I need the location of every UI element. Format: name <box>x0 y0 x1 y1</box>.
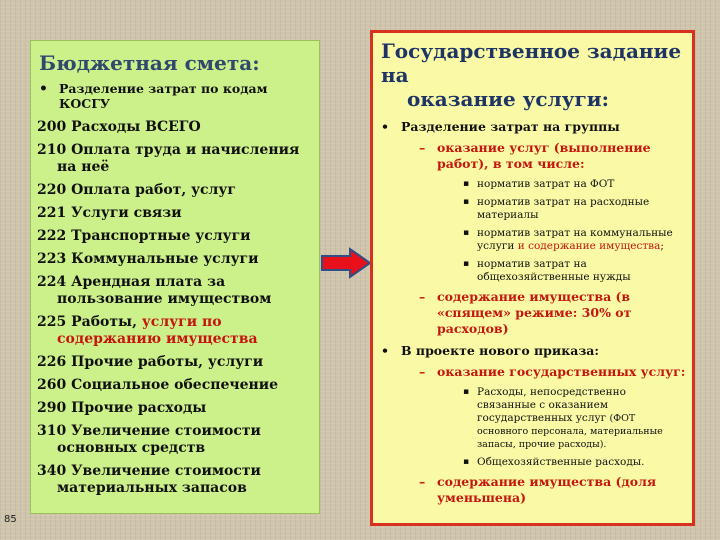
expense-label: Расходы ВСЕГО <box>71 119 201 135</box>
expense-code: 224 <box>37 274 67 290</box>
expense-code: 222 <box>37 228 67 244</box>
expense-code: 310 <box>37 423 67 439</box>
new-order-label: В проекте нового приказа: <box>401 343 600 358</box>
square-bullet-icon: ▪ <box>463 387 470 397</box>
services-dash-item <box>379 140 686 172</box>
dash-icon: – <box>419 289 426 304</box>
maintenance-reduced-dash-item <box>379 474 686 506</box>
cost-groups-item <box>379 119 686 134</box>
expense-code: 223 <box>37 251 67 267</box>
bullet-icon: • <box>381 343 389 358</box>
square-bullet-icon: ▪ <box>463 197 470 207</box>
expense-code-item <box>37 251 311 268</box>
square-bullet-icon: ▪ <box>463 259 470 269</box>
norm-utilities-text: норматив затрат на коммунальные услуги <box>477 227 673 252</box>
heading-line-1: Государственное задание на <box>381 39 682 87</box>
direct-costs-item <box>379 386 686 451</box>
expense-code-item <box>37 314 311 348</box>
expense-code-item <box>37 354 311 371</box>
expense-code: 210 <box>37 142 67 158</box>
norm-utilities-tail: ; <box>660 240 664 252</box>
overhead-text: Общехозяйственные расходы. <box>477 456 645 468</box>
state-assignment-panel <box>370 30 695 526</box>
norm-fot-text: норматив затрат на ФОТ <box>477 178 615 190</box>
expense-label: Коммунальные услуги <box>71 251 259 267</box>
page-number: 85 <box>4 514 17 525</box>
bullet-icon: • <box>39 81 48 97</box>
square-bullet-icon: ▪ <box>463 179 470 189</box>
square-bullet-icon: ▪ <box>463 457 470 467</box>
expense-label: Увеличение стоимости основных средств <box>57 423 261 456</box>
right-arrow-icon <box>320 247 372 279</box>
norm-materials-item <box>379 196 686 222</box>
expense-code: 226 <box>37 354 67 370</box>
new-order-item <box>379 343 686 358</box>
expense-code-item <box>37 377 311 394</box>
direct-costs-detail: (ФОТ основного персонала, материальные запасы, прочие расходы). <box>477 413 663 450</box>
expense-code-item <box>37 274 311 308</box>
heading-line-2: оказание услуги: <box>407 87 609 111</box>
expense-label: Услуги связи <box>71 205 182 221</box>
services-text: оказание услуг (выполнение работ), в том числе: <box>437 140 651 171</box>
expense-label: Оплата труда и начисления на неё <box>57 142 300 175</box>
expense-code-item <box>37 423 311 457</box>
expense-code-item <box>37 205 311 222</box>
maintenance-dash-item <box>379 289 686 337</box>
expense-code: 200 <box>37 119 67 135</box>
expense-code: 290 <box>37 400 67 416</box>
expense-code: 340 <box>37 463 67 479</box>
state-assignment-heading <box>381 39 686 111</box>
expense-code: 221 <box>37 205 67 221</box>
overhead-item <box>379 456 686 469</box>
expense-label: Увеличение стоимости материальных запасов <box>57 463 261 496</box>
expense-code: 220 <box>37 182 67 198</box>
budget-estimate-heading: Бюджетная смета: <box>39 51 260 75</box>
expense-highlight: услуги по содержанию имущества <box>57 314 258 347</box>
maintenance-reduced-text: содержание имущества (доля уменьшена) <box>437 474 657 505</box>
expense-code: 225 <box>37 314 67 330</box>
dash-icon: – <box>419 474 426 489</box>
bullet-icon: • <box>381 119 389 134</box>
maintenance-text: содержание имущества (в «спящем» режиме: 30% от расходов) <box>437 289 632 336</box>
expense-code-item <box>37 400 311 417</box>
expense-label: Работы, <box>71 314 137 330</box>
property-maintenance-text: и содержание имущества <box>517 240 661 252</box>
expense-code-item <box>37 182 311 199</box>
norm-materials-text: норматив затрат на расходные материалы <box>477 196 650 221</box>
expense-label: Арендная плата за пользование имуществом <box>57 274 272 307</box>
kosgu-intro <box>37 81 311 111</box>
square-bullet-icon: ▪ <box>463 228 470 238</box>
direct-costs-text: Расходы, непосредственно связанные с оказанием государственных услуг <box>477 386 626 424</box>
expense-label: Прочие расходы <box>71 400 207 416</box>
norm-utilities-item <box>379 227 686 253</box>
gov-services-text: оказание государственных услуг: <box>437 364 686 379</box>
expense-code-item <box>37 463 311 497</box>
norm-fot-item <box>379 178 686 191</box>
expense-code: 260 <box>37 377 67 393</box>
cost-groups-label: Разделение затрат на группы <box>401 119 620 134</box>
expense-label: Транспортные услуги <box>71 228 251 244</box>
kosgu-intro-text: Разделение затрат по кодам КОСГУ <box>59 81 268 111</box>
dash-icon: – <box>419 140 426 155</box>
expense-code-list <box>37 119 311 497</box>
gov-services-dash-item <box>379 364 686 380</box>
expense-code-item <box>37 142 311 176</box>
expense-label: Социальное обеспечение <box>71 377 279 393</box>
dash-icon: – <box>419 364 426 379</box>
expense-label: Оплата работ, услуг <box>71 182 236 198</box>
expense-label: Прочие работы, услуги <box>71 354 264 370</box>
expense-code-item <box>37 119 311 136</box>
norm-general-item <box>379 258 686 284</box>
expense-code-item <box>37 228 311 245</box>
budget-estimate-panel <box>30 40 320 514</box>
norm-general-text: норматив затрат на общехозяйственные нужды <box>477 258 631 283</box>
